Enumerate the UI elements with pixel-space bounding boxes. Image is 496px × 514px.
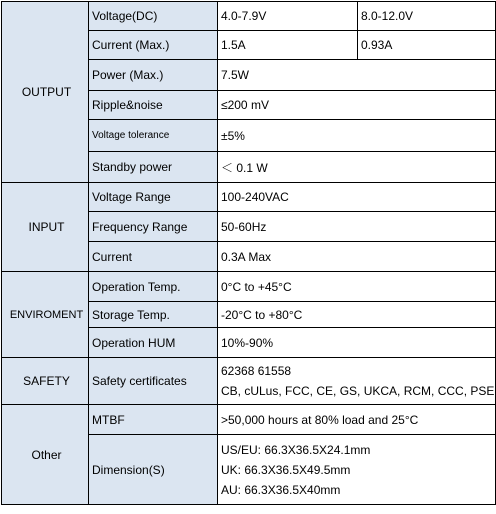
value-standby-power: ＜ 0.1 W (218, 152, 496, 183)
table-row (2, 2, 496, 31)
param-frequency-range: Frequency Range (89, 212, 218, 242)
safety-standards-line: 62368 61558 (221, 364, 292, 378)
param-current-max: Current (Max.) (89, 31, 218, 60)
value-operation-hum: 10%-90% (218, 328, 496, 358)
param-dimension: Dimension(S) (89, 435, 218, 505)
param-storage-temp: Storage Temp. (89, 302, 218, 328)
spec-table (1, 1, 496, 505)
value-ripple-noise: ≤200 mV (218, 91, 496, 120)
dimension-us-eu: US/EU: 66.3X36.5X24.1mm (221, 442, 371, 457)
dimension-uk: UK: 66.3X36.5X49.5mm (221, 462, 351, 477)
value-frequency-range: 50-60Hz (218, 212, 496, 242)
param-voltage-range: Voltage Range (89, 183, 218, 212)
value-voltage-high: 8.0-12.0V (358, 2, 496, 31)
param-operation-hum: Operation HUM (89, 328, 218, 358)
value-mtbf: >50,000 hours at 80% load and 25°C (218, 405, 496, 435)
value-current-high: 0.93A (358, 31, 496, 60)
section-label-other: Other (2, 405, 89, 505)
value-storage-temp: -20°C to +80°C (218, 302, 496, 328)
table-row (2, 272, 496, 302)
table-row (2, 183, 496, 212)
param-voltage-dc: Voltage(DC) (89, 2, 218, 31)
param-power-max: Power (Max.) (89, 60, 218, 91)
param-safety-certificates: Safety certificates (89, 358, 218, 405)
value-power-max: 7.5W (218, 60, 496, 91)
table-row (2, 405, 496, 435)
section-label-input: INPUT (2, 183, 89, 272)
param-mtbf: MTBF (89, 405, 218, 435)
value-voltage-range: 100-240VAC (218, 183, 496, 212)
table-row (2, 358, 496, 405)
section-label-output: OUTPUT (2, 2, 89, 183)
param-operation-temp: Operation Temp. (89, 272, 218, 302)
param-voltage-tolerance: Voltage tolerance (89, 120, 218, 152)
value-safety-certificates (218, 358, 496, 405)
section-label-safety: SAFETY (2, 358, 89, 405)
value-input-current: 0.3A Max (218, 242, 496, 272)
param-ripple-noise: Ripple&noise (89, 91, 218, 120)
value-operation-temp: 0°C to +45°C (218, 272, 496, 302)
param-input-current: Current (89, 242, 218, 272)
safety-marks-line: CB, cULus, FCC, CE, GS, UKCA, RCM, CCC, PSE (221, 384, 495, 398)
section-label-environment: ENVIROMENT (2, 272, 89, 358)
dimension-au: AU: 66.3X36.5X40mm (221, 482, 341, 497)
value-current-low: 1.5A (218, 31, 358, 60)
param-standby-power: Standby power (89, 152, 218, 183)
value-voltage-low: 4.0-7.9V (218, 2, 358, 31)
value-dimension (218, 435, 496, 505)
value-voltage-tolerance: ±5% (218, 120, 496, 152)
